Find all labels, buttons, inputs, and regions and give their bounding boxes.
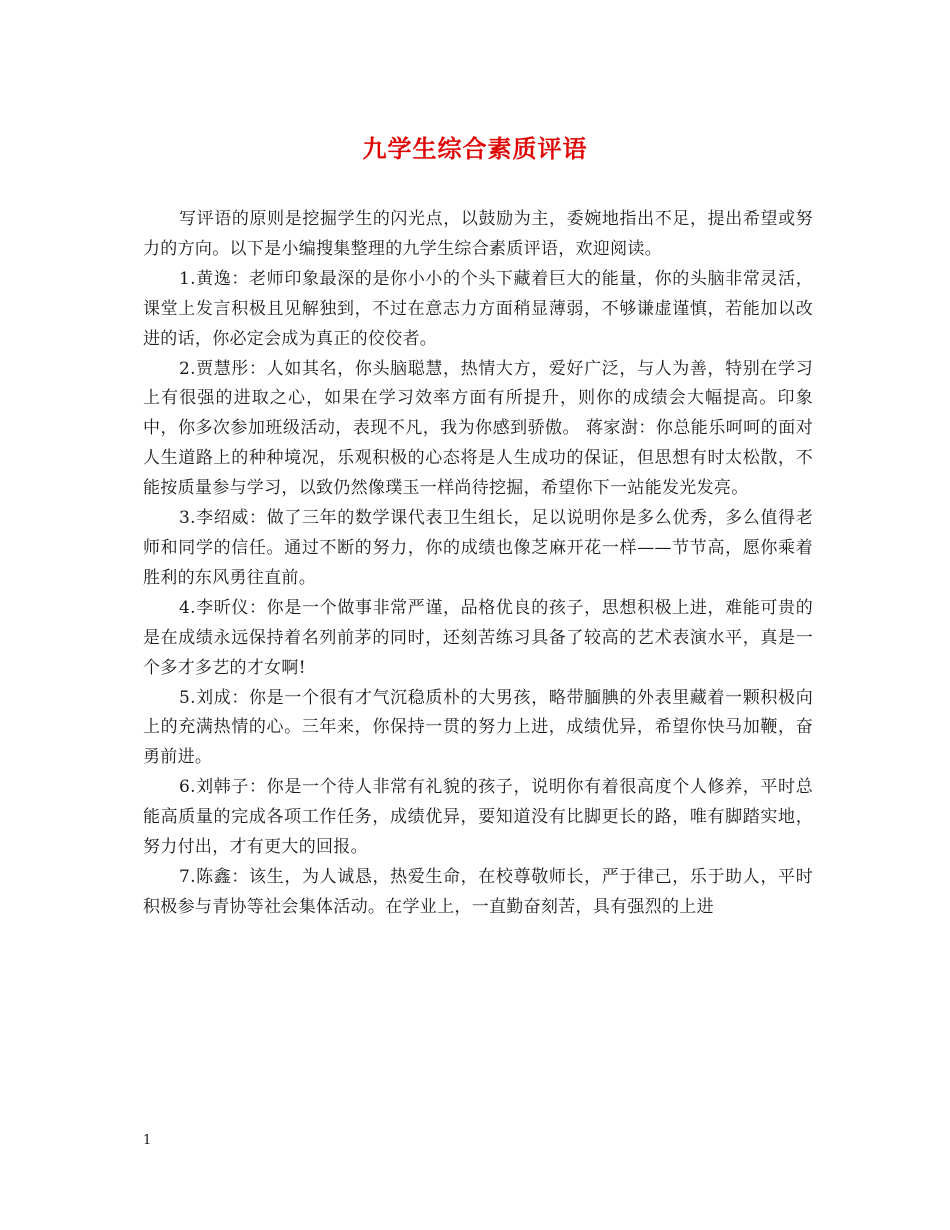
paragraph-comment-1: 1.黄逸：老师印象最深的是你小小的个头下藏着巨大的能量，你的头脑非常灵活，课堂上发言积极且见解独到，不过在意志力方面稍显薄弱，不够谦虚谨慎，若能加以改进的话，你必定会成为真正的佼佼者。 [143,268,813,349]
paragraph-comment-5: 5.刘成：你是一个很有才气沉稳质朴的大男孩，略带腼腆的外表里藏着一颗积极向上的充满热情的心。三年来，你保持一贯的努力上进，成绩优异，希望你快马加鞭，奋勇前进。 [143,687,813,768]
page-number: 1 [143,1133,152,1148]
paragraph-comment-2: 2.贾慧彤：人如其名，你头脑聪慧，热情大方，爱好广泛，与人为善，特别在学习上有很强的进取之心，如果在学习效率方面有所提升，则你的成绩会大幅提高。印象中，你多次参加班级活动，表现不凡，我为你感到骄傲。 蒋家澍：你总能乐呵呵的面对人生道路上的种种境况，乐观积极的心态将是人生成功的保证，但思想有时太松散，不能按质量参与学习，以致仍然像璞玉一样尚待挖掘，希望你下一站能发光发亮。 [143,358,813,499]
document-title: 九学生综合素质评语 [362,134,588,163]
paragraph-comment-7: 7.陈鑫：该生，为人诚恳，热爱生命，在校尊敬师长，严于律己，乐于助人，平时积极参与青协等社会集体活动。在学业上，一直勤奋刻苦，具有强烈的上进 [143,866,813,917]
document-body [143,205,813,923]
paragraph-comment-3: 3.李绍威：做了三年的数学课代表卫生组长，足以说明你是多么优秀，多么值得老师和同学的信任。通过不断的努力，你的成绩也像芝麻开花一样——节节高，愿你乘着胜利的东风勇往直前。 [143,508,813,588]
paragraph-comment-4: 4.李昕仪：你是一个做事非常严谨，品格优良的孩子，思想积极上进，难能可贵的是在成绩永远保持着名列前茅的同时，还刻苦练习具备了较高的艺术表演水平，真是一个多才多艺的才女啊! [143,597,813,678]
paragraph-intro: 写评语的原则是挖掘学生的闪光点，以鼓励为主，委婉地指出不足，提出希望或努力的方向。以下是小编搜集整理的九学生综合素质评语，欢迎阅读。 [143,209,813,259]
paragraph-comment-6: 6.刘韩子：你是一个待人非常有礼貌的孩子，说明你有着很高度个人修养，平时总能高质量的完成各项工作任务，成绩优异，要知道没有比脚更长的路，唯有脚踏实地，努力付出，才有更大的回报。 [143,777,813,858]
